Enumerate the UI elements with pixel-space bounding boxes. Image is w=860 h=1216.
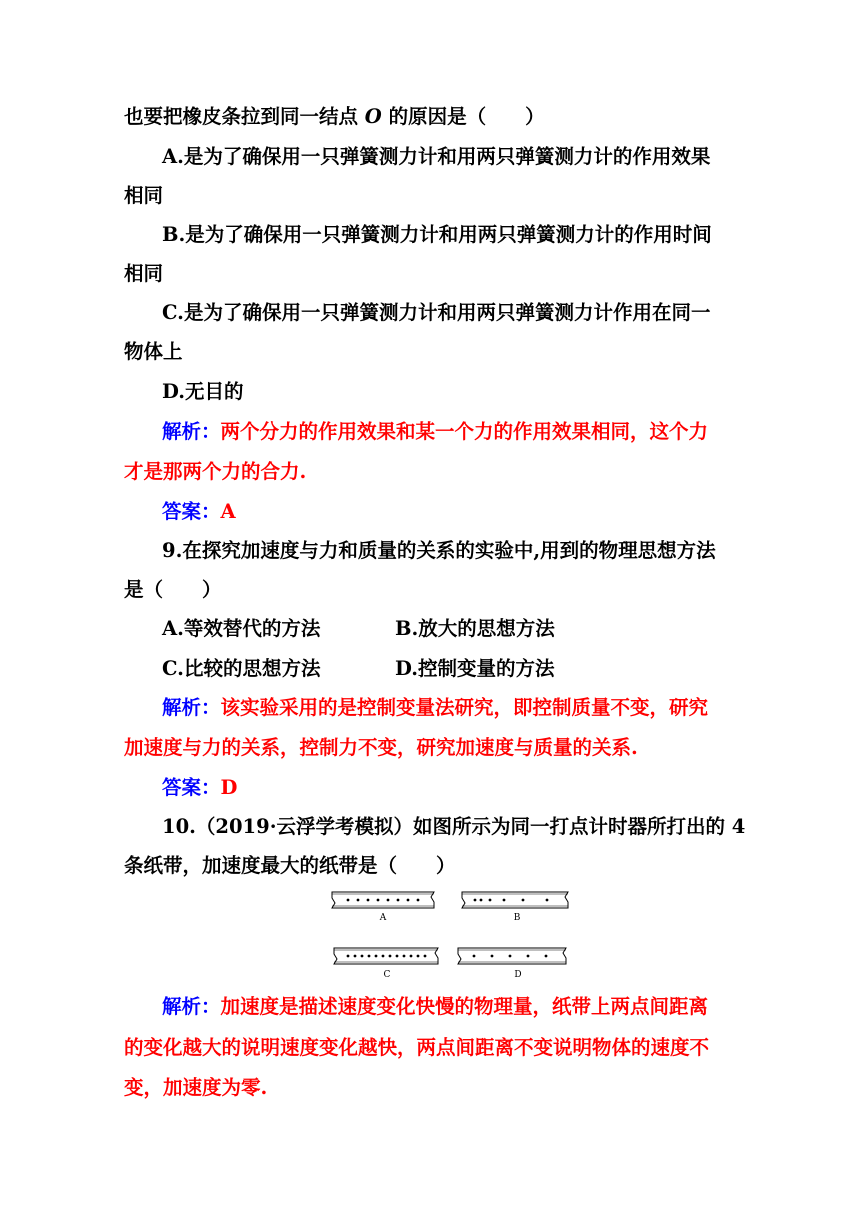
- tape-c: [334, 948, 438, 980]
- q10-analysis-label: 解析：: [162, 995, 221, 1018]
- q9-stem-line1: 9.在探究加速度与力和质量的关系的实验中,用到的物理思想方法: [162, 539, 716, 562]
- tape-b-label: B: [513, 913, 521, 923]
- q9-option-a: A.等效替代的方法: [162, 617, 321, 640]
- q8-answer: [162, 498, 736, 526]
- q10-stem-line1: 10.（2019·云浮学考模拟）如图所示为同一打点计时器所打出的 4: [162, 815, 746, 838]
- q10-analysis-line3: 变，加速度为零.: [124, 1076, 268, 1099]
- q8-option-b-line1: B.是为了确保用一只弹簧测力计和用两只弹簧测力计的作用时间: [162, 223, 712, 246]
- q8-analysis-label: 解析：: [162, 420, 221, 443]
- q8-option-a-line1: A.是为了确保用一只弹簧测力计和用两只弹簧测力计的作用效果: [162, 145, 711, 168]
- tape-b: [462, 892, 568, 923]
- q9-options-row1: [162, 615, 736, 643]
- q8-stem: [124, 103, 736, 131]
- tape-d-label: D: [514, 970, 522, 980]
- q8-option-c-line2: 物体上: [124, 340, 183, 363]
- q8-stem-b: 的原因是（ ）: [381, 105, 545, 128]
- q9-option-b: B.放大的思想方法: [395, 617, 555, 640]
- tape-d: [458, 948, 566, 980]
- q8-stem-o: O: [364, 105, 382, 128]
- q9-option-c: C.比较的思想方法: [162, 657, 321, 680]
- q9-answer-value: D: [220, 776, 238, 799]
- q9-answer-label: 答案：: [162, 776, 221, 799]
- q9-analysis-line2: 加速度与力的关系，控制力不变，研究加速度与质量的关系.: [124, 736, 638, 759]
- q8-analysis-line2: 才是那两个力的合力.: [124, 460, 307, 483]
- tape-a: [332, 892, 434, 923]
- q9-analysis-text1: 该实验采用的是控制变量法研究，即控制质量不变，研究: [220, 696, 709, 719]
- q8-option-a-line2: 相同: [124, 184, 164, 207]
- q10-stem-line2: 条纸带，加速度最大的纸带是（ ）: [124, 854, 456, 877]
- q8-answer-value: A: [220, 500, 236, 523]
- q10-analysis-line1: [162, 993, 736, 1021]
- tape-a-label: A: [379, 913, 387, 923]
- q8-answer-label: 答案：: [162, 500, 221, 523]
- q8-option-b-line2: 相同: [124, 262, 164, 285]
- q8-stem-a: 也要把橡皮条拉到同一结点: [124, 105, 365, 128]
- q8-analysis-line1: [162, 418, 736, 446]
- q8-analysis-text1: 两个分力的作用效果和某一个力的作用效果相同，这个力: [220, 420, 709, 443]
- paper-tape-figure: [326, 885, 576, 985]
- q10-analysis-line2: 的变化越大的说明速度变化越快，两点间距离不变说明物体的速度不: [124, 1036, 710, 1059]
- q8-option-c-line1: C.是为了确保用一只弹簧测力计和用两只弹簧测力计作用在同一: [162, 301, 711, 324]
- tape-c-label: C: [383, 970, 391, 980]
- q9-analysis-label: 解析：: [162, 696, 221, 719]
- q9-answer: [162, 774, 736, 802]
- q9-stem-line2: 是（ ）: [124, 578, 222, 601]
- q9-options-row2: [162, 655, 736, 683]
- q10-analysis-text1: 加速度是描述速度变化快慢的物理量，纸带上两点间距离: [220, 995, 709, 1018]
- q9-option-d: D.控制变量的方法: [395, 657, 555, 680]
- q9-analysis-line1: [162, 694, 736, 722]
- q8-option-d: D.无目的: [162, 380, 244, 403]
